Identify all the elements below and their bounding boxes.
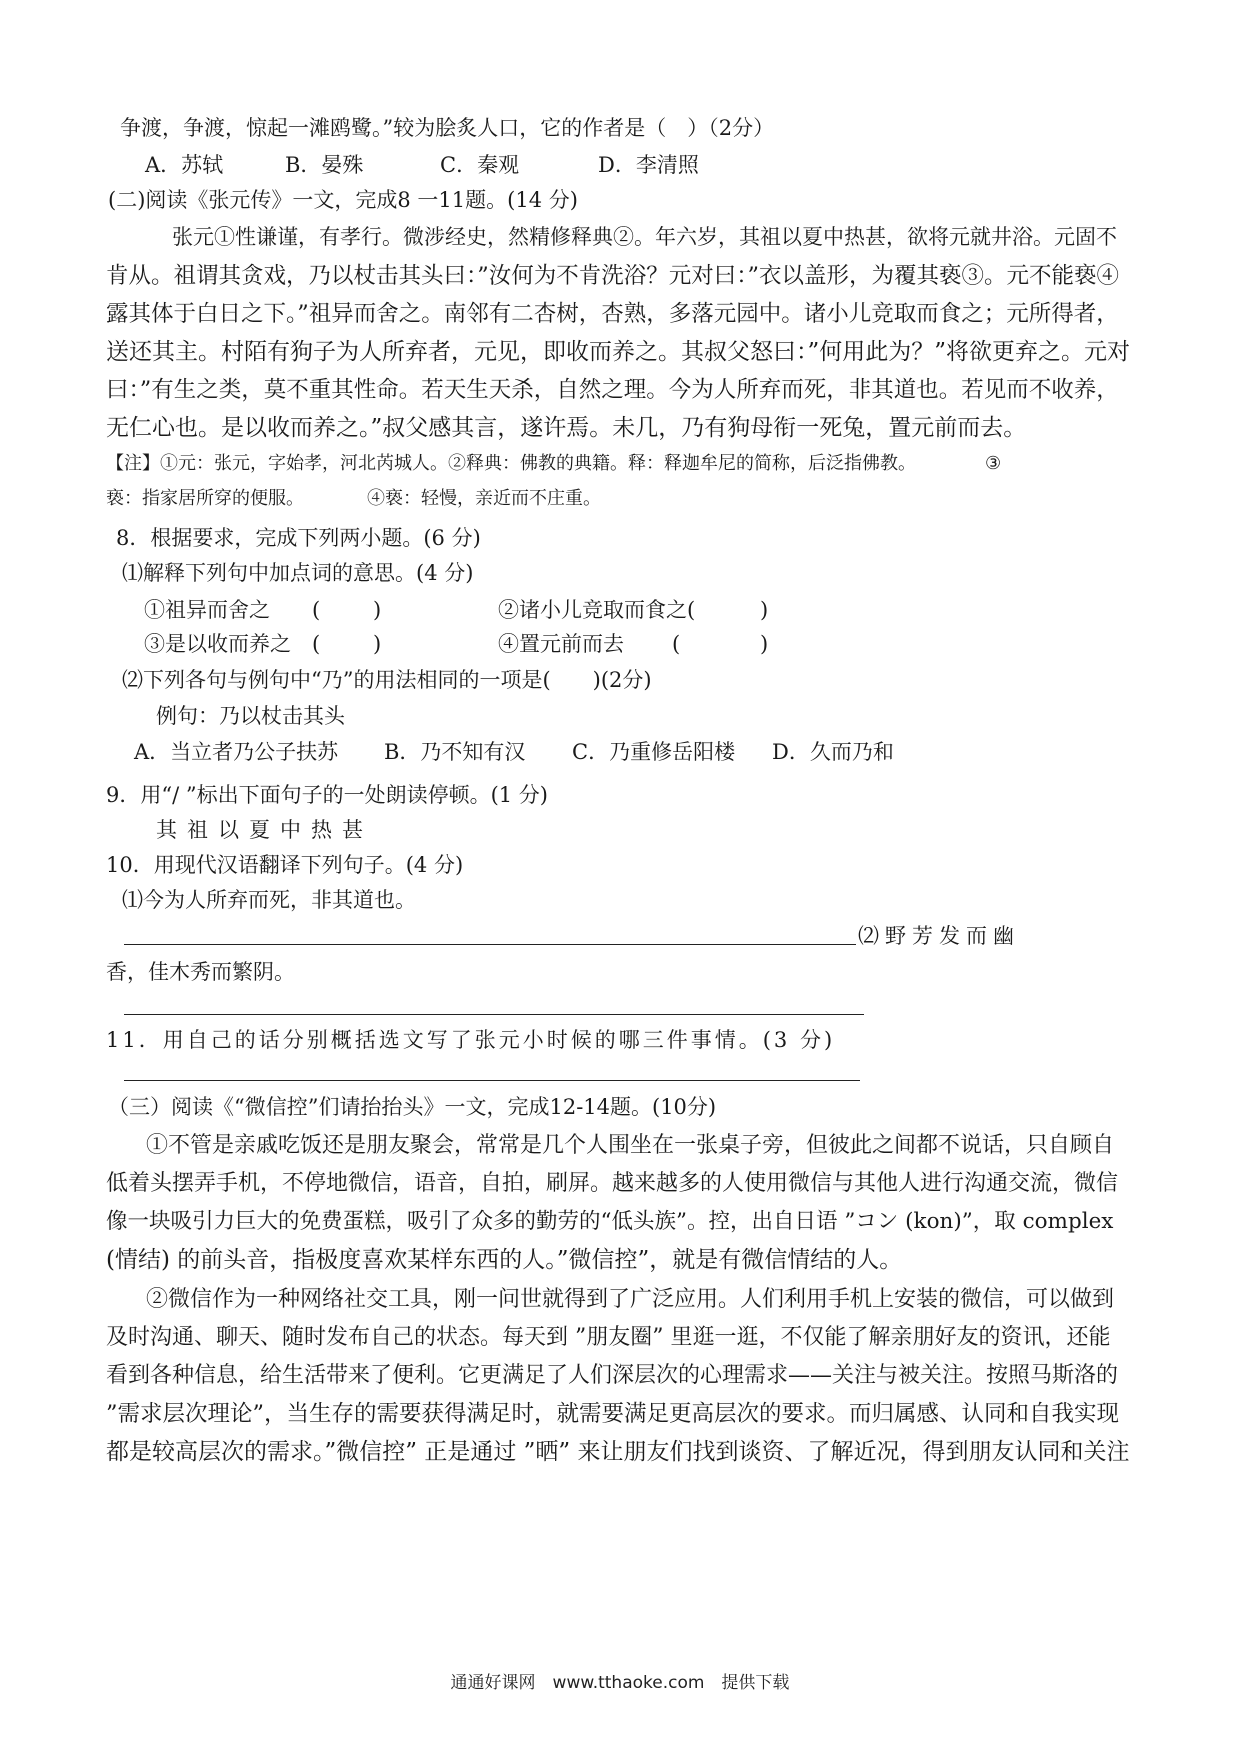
q9-title: 9．用“/ ”标出下面句子的一处朗读停顿。(1 分) xyxy=(106,783,549,807)
q7-line: 争渡，争渡，惊起一滩鸥鹭。”较为脍炙人口，它的作者是（ ）（2分） xyxy=(120,116,775,140)
passage-line: 张元①性谦谨，有孝行。微涉经史，然精修释典②。年六岁，其祖以夏中热甚，欲将元就井浴。元固不 xyxy=(172,225,1117,249)
q7-option-c: C．秦观 xyxy=(440,153,520,177)
q10-sentence-1: ⑴今为人所弃而死，非其道也。 xyxy=(122,888,416,912)
q8-option-b: B．乃不知有汉 xyxy=(384,740,526,764)
passage-line: 曰：”有生之类，莫不重其性命。若天生天杀，自然之理。今为人所弃而死，非其道也。若见而不收养， xyxy=(106,377,1119,403)
q8-sub2: ⑵下列各句与例句中“乃”的用法相同的一项是( )(2分) xyxy=(122,668,652,692)
q8-title: 8．根据要求，完成下列两小题。(6 分) xyxy=(116,526,481,550)
q8-paren-open: ( xyxy=(312,598,321,622)
q7-option-a: A．苏轼 xyxy=(145,153,224,177)
q8-sub1: ⑴解释下列句中加点词的意思。(4 分) xyxy=(122,561,474,585)
q8-paren-close: ) xyxy=(373,598,382,622)
q7-option-d: D．李清照 xyxy=(598,153,699,177)
note-line: 亵：指家居所穿的便服。 ④亵：轻慢，亲近而不庄重。 xyxy=(106,488,601,509)
passage-line: 无仁心也。是以收而养之。”叔父感其言，遂许焉。未几，乃有狗母衔一死兔，置元前而去。 xyxy=(106,415,1027,441)
answer-line[interactable] xyxy=(124,1014,864,1015)
q8-item: ④置元前而去 xyxy=(498,632,624,656)
q8-option-a: A．当立者乃公子扶苏 xyxy=(134,740,339,764)
q9-sentence: 其祖以夏中热甚 xyxy=(156,818,373,842)
paragraph-line: 及时沟通、聊天、随时发布自己的状态。每天到 ”朋友圈” 里逛一逛，不仅能了解亲朋好友的资讯，还能 xyxy=(106,1325,1111,1350)
paragraph-line: 像一块吸引力巨大的免费蛋糕，吸引了众多的勤劳的“低头族”。控，出自日语 ”コン (kon)”，取 complex xyxy=(106,1209,1114,1234)
q8-option-d: D．久而乃和 xyxy=(772,740,894,764)
passage-line: 送还其主。村陌有狗子为人所弃者，元见，即收而养之。其叔父怒曰：”何用此为？”将欲更弃之。元对 xyxy=(106,339,1131,365)
paragraph-line: (情结) 的前头音，指极度喜欢某样东西的人。”微信控”，就是有微信情结的人。 xyxy=(106,1247,903,1273)
q8-paren-close: ) xyxy=(373,632,382,656)
paragraph-line: 都是较高层次的需求。”微信控” 正是通过 ”晒” 来让朋友们找到谈资、了解近况，得到朋友认同和关注 xyxy=(106,1439,1130,1465)
q8-paren-open: ( xyxy=(672,632,681,656)
q8-item: ②诸小儿竞取而食之( xyxy=(498,598,696,622)
q8-item: ③是以收而养之 xyxy=(144,632,291,656)
paragraph-line: 看到各种信息，给生活带来了便利。它更满足了人们深层次的心理需求——关注与被关注。按照马斯洛的 xyxy=(106,1363,1119,1388)
note-marker: ③ xyxy=(985,453,1002,474)
q11-title: 11．用自己的话分别概括选文写了张元小时候的哪三件事情。(3 分) xyxy=(106,1028,836,1052)
paragraph-line: ”需求层次理论”，当生存的需要获得满足时，就需要满足更高层次的要求。而归属感、认同和自我实现 xyxy=(106,1401,1120,1427)
answer-line[interactable] xyxy=(124,1080,860,1081)
q10-sentence-2-tail: 香，佳木秀而繁阴。 xyxy=(106,960,295,984)
q8-option-c: C．乃重修岳阳楼 xyxy=(572,740,736,764)
q7-option-b: B．晏殊 xyxy=(285,153,364,177)
passage-line: 肯从。祖谓其贪戏，乃以杖击其头曰：”汝何为不肯洗浴？元对曰：”衣以盖形，为覆其亵③。元不能亵④ xyxy=(106,263,1120,289)
q8-paren-open: ( xyxy=(312,632,321,656)
note-line: 【注】①元：张元，字始孝，河北芮城人。②释典：佛教的典籍。释：释迦牟尼的简称，后泛指佛教。 xyxy=(106,453,916,474)
q8-paren-close: ) xyxy=(760,598,769,622)
paragraph-line: ②微信作为一种网络社交工具，刚一问世就得到了广泛应用。人们利用手机上安装的微信，可以做到 xyxy=(146,1287,1115,1312)
q10-sentence-2-head: ⑵野芳发而幽 xyxy=(858,924,1020,948)
answer-line[interactable] xyxy=(124,944,856,945)
q8-example: 例句：乃以杖击其头 xyxy=(156,704,345,728)
paragraph-line: 低着头摆弄手机，不停地微信，语音，自拍，刷屏。越来越多的人使用微信与其他人进行沟通交流，微信 xyxy=(106,1171,1119,1196)
paragraph-line: ①不管是亲戚吃饭还是朋友聚会，常常是几个人围坐在一张桌子旁，但彼此之间都不说话，只自顾自 xyxy=(146,1133,1115,1158)
part2-heading: (二)阅读《张元传》一文，完成8 一11题。(14 分) xyxy=(108,188,578,212)
q8-paren-close: ) xyxy=(760,632,769,656)
q10-title: 10．用现代汉语翻译下列句子。(4 分) xyxy=(106,853,464,877)
page-footer: 通通好课网 www.tthaoke.com 提供下载 xyxy=(450,1673,790,1693)
part3-heading: （三）阅读《“微信控”们请抬抬头》一文，完成12-14题。(10分) xyxy=(108,1095,717,1119)
q8-item: ①祖异而舍之 xyxy=(144,598,270,622)
passage-line: 露其体于白日之下。”祖异而舍之。南邻有二杏树，杏熟，多落元园中。诸小儿竞取而食之；元所得者， xyxy=(106,301,1119,327)
